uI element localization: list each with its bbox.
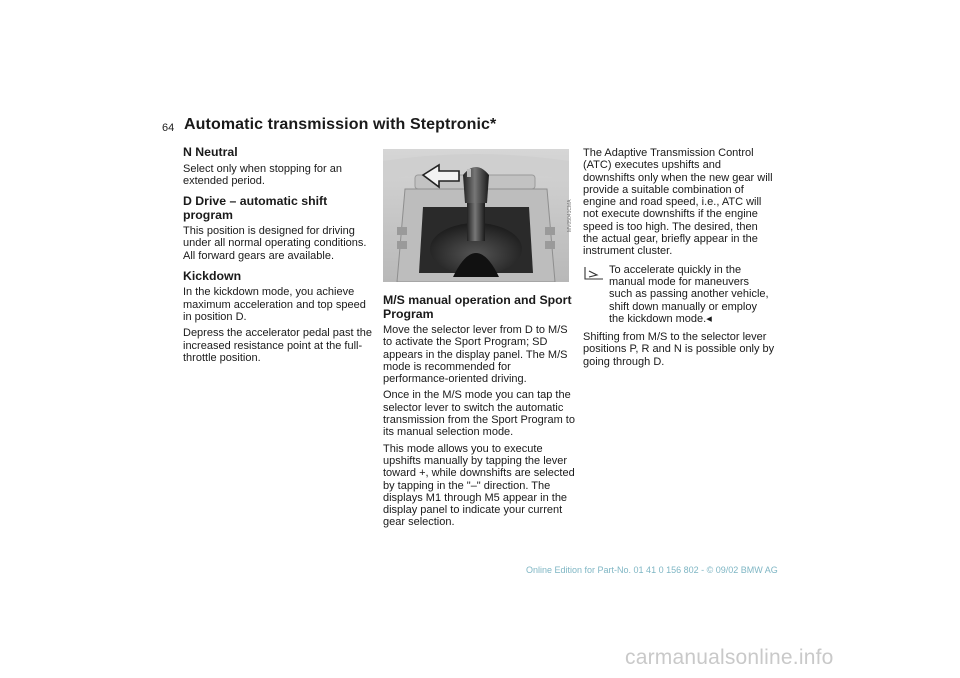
tip-arrow-icon	[583, 265, 605, 281]
right-column	[583, 147, 775, 372]
section-drive	[183, 195, 375, 262]
ms-paragraph-2: Once in the M/S mode you can tap the selector lever to switch the automatic transmission from the Sport Program to its manual selection mode.	[383, 389, 575, 439]
middle-column	[383, 294, 575, 533]
left-column	[183, 146, 375, 372]
kickdown-text-2: Depress the accelerator pedal past the increased resistance point at the full-throttle position.	[183, 327, 372, 364]
atc-paragraph: The Adaptive Transmission Control (ATC) executes upshifts and downshifts only when the new gear will provide a suitable combination of engine and road speed, i.e., ATC will not execute downshifts if the engine speed is too high. The desired, then the actual gear, briefly appear in the instrument cluster.	[583, 147, 773, 258]
neutral-heading: N Neutral	[183, 145, 238, 159]
ms-paragraph-3: This mode allows you to execute upshifts manually by tapping the lever toward +, while downshifts are selected by tapping in the "–" direction. The displays M1 through M5 appear in the display panel to indicate your current gear selection.	[383, 442, 575, 529]
tip-note	[583, 264, 775, 325]
shifting-paragraph: Shifting from M/S to the selector lever positions P, R and N is possible only by going through D.	[583, 331, 775, 368]
tip-end-marker: ◂	[706, 312, 712, 325]
page-number: 64	[162, 122, 175, 134]
watermark: carmanualsonline.info	[625, 646, 834, 669]
drive-text: This position is designed for driving under all normal operating conditions. All forward gears are available.	[183, 225, 367, 262]
drive-heading: D Drive – automatic shift program	[183, 194, 328, 222]
figure-code: MV05041CMA	[567, 199, 573, 232]
section-kickdown	[183, 270, 375, 364]
kickdown-text-1: In the kickdown mode, you achieve maximum acceleration and top speed in position D.	[183, 286, 366, 324]
kickdown-heading: Kickdown	[183, 268, 242, 283]
tip-text-body: To accelerate quickly in the manual mode for maneuvers such as passing another vehicle, shift down manually or employ the kickdown mode.	[609, 263, 769, 325]
page-title: Automatic transmission with Steptronic*	[184, 116, 497, 133]
tip-text	[609, 264, 775, 325]
ms-heading: M/S manual operation and Sport Program	[383, 293, 572, 321]
section-neutral	[183, 146, 375, 187]
ms-paragraph-1: Move the selector lever from D to M/S to activate the Sport Program; SD appears in the display panel. The M/S mode is recommended for performance-oriented driving.	[383, 324, 568, 386]
footer-edition: Online Edition for Part-No. 01 41 0 156 802 - © 09/02 BMW AG	[526, 565, 778, 575]
selector-lever-figure	[383, 149, 569, 282]
neutral-text: Select only when stopping for an extended period.	[183, 162, 342, 187]
